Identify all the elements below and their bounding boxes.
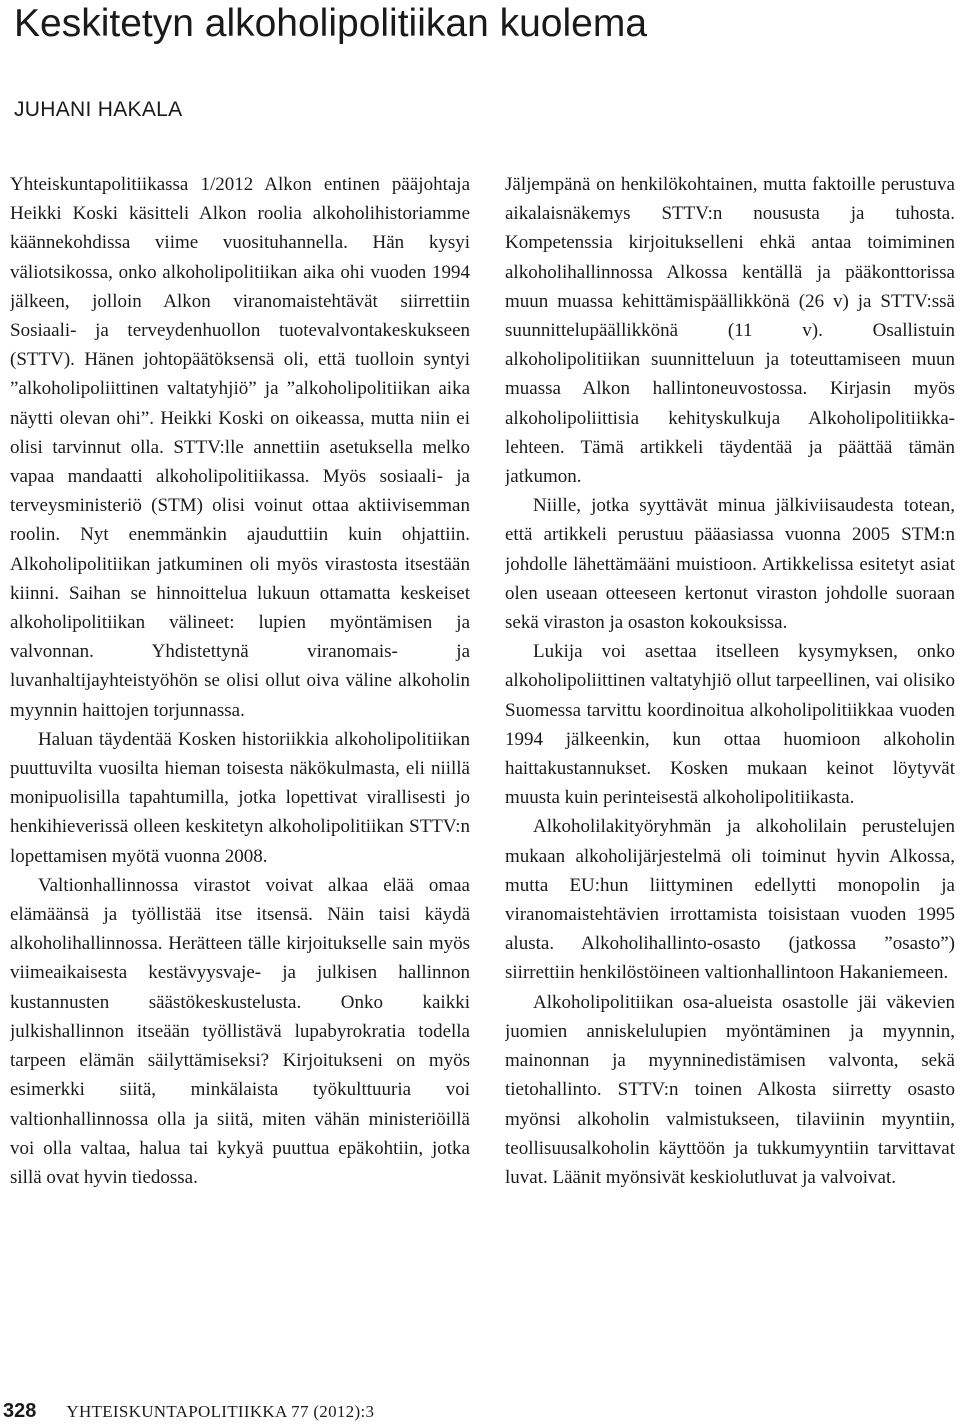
paragraph: Yhteiskuntapolitiikassa 1/2012 Alkon entinen pääjohtaja Heikki Koski käsitteli Alkon roolia alkoholihistoriamme käännekohdissa viime vuosituhannella. Hän kysyi väliotsikossa, onko alkoholipolitiikan aika ohi vuoden 1994 jälkeen, jolloin Alkon viranomaistehtävät siirrettiin Sosiaali- ja terveydenhuollon tuotevalvontakeskukseen (STTV). Hänen johtopäätöksensä oli, että tuolloin syntyi ”alkoholipoliittinen valtatyhjiö” ja ”alkoholipolitiikan aika näytti olevan ohi”. Heikki Koski on oikeassa, mutta niin ei olisi tarvinnut olla. STTV:lle annettiin asetuksella melko vapaa mandaatti alkoholipolitiikassa. Myös sosiaali- ja terveysministeriö (STM) olisi voinut ottaa aktiivisemman roolin. Nyt enemmänkin ajauduttiin kuin ohjattiin. Alkoholipolitiikan jatkuminen oli myös virastosta itsestään kiinni. Saihan se hinnoittelua lukuun ottamatta keskeiset alkoholipolitiikan välineet: lupien myöntämisen ja valvonnan. Yhdistettynä viranomais- ja luvanhaltijayhteistyöhön se olisi ollut oiva väline alkoholin myynnin haittojen torjunnassa. bbox=[10, 174, 470, 721]
paragraph: Alkoholipolitiikan osa-alueista osastolle jäi väkevien juomien anniskelulupien myöntäminen ja myynnin, mainonnan ja myynninedistämisen valvonta, sekä tietohallinto. STTV:n toinen Alkosta siirretty osasto myönsi alkoholin valmistukseen, tilaviinin myyntiin, teollisuusalkoholin käyttöön ja tukkumyyntiin tarvittavat luvat. Läänit myönsivät keskiolutluvat ja valvoivat. bbox=[505, 991, 955, 1188]
paragraph: Lukija voi asettaa itselleen kysymyksen, onko alkoholipoliittinen valtatyhjiö ollut tarpeellinen, vai olisiko Suomessa tarvittu koordinoitua alkoholipolitiikkaa vuoden 1994 jälkeenkin, kun ottaa huomioon alkoholin haittakustannukset. Kosken mukaan keinot löytyvät muusta kuin perinteisestä alkoholipolitiikasta. bbox=[505, 641, 955, 809]
right-column bbox=[505, 170, 955, 1380]
paragraph: Haluan täydentää Kosken historiikkia alkoholipolitiikan puuttuvilta vuosilta hieman toisesta näkökulmasta, eli niillä monipuolisilla tapahtumilla, jotka lopettivat virallisesti jo henkihieverissä olleen keskitetyn alkoholipolitiikan STTV:n lopettamisen myötä vuonna 2008. bbox=[10, 728, 470, 867]
journal-citation: YHTEISKUNTAPOLITIIKKA 77 (2012):3 bbox=[66, 1402, 375, 1421]
article-title: Keskitetyn alkoholipolitiikan kuolema bbox=[14, 2, 648, 45]
author-name: JUHANI HAKALA bbox=[14, 98, 183, 121]
paragraph: Jäljempänä on henkilökohtainen, mutta faktoille perustuva aikalaisnäkemys STTV:n noususta ja tuhosta. Kompetenssia kirjoitukselleni ehkä antaa toimiminen alkoholihallinnossa Alkossa kentällä ja pääkonttorissa muun muassa kehittämispäällikkönä (26 v) ja STTV:ssä suunnittelupäällikkönä (11 v). Osallistuin alkoholipolitiikan suunnitteluun ja toteuttamiseen muun muassa Alkon hallintoneuvostossa. Kirjasin myös alkoholipoliittisia kehityskulkuja Alkoholipolitiikka-lehteen. Tämä artikkeli täydentää ja päättää tämän jatkumon. bbox=[505, 174, 955, 488]
page-number: 328 bbox=[3, 1400, 37, 1422]
left-column bbox=[10, 170, 470, 1380]
page-footer bbox=[3, 1400, 374, 1426]
paragraph: Alkoholilakityöryhmän ja alkoholilain perustelujen mukaan alkoholijärjestelmä oli toiminut hyvin Alkossa, mutta EU:hun liittyminen edellytti monopolin ja viranomaistehtävien irrottamista toisistaan vuoden 1995 alusta. Alkoholihallinto-osasto (jatkossa ”osasto”) siirrettiin henkilöstöineen valtionhallintoon Hakaniemeen. bbox=[505, 816, 955, 984]
paragraph: Niille, jotka syyttävät minua jälkiviisaudesta totean, että artikkeli perustuu pääasiassa vuonna 2005 STM:n johdolle lähettämääni muistioon. Artikkelissa esitetyt asiat olen useaan otteeseen kertonut viraston johdolle suoraan sekä viraston ja osaston kokouksissa. bbox=[505, 495, 955, 634]
paragraph: Valtionhallinnossa virastot voivat alkaa elää omaa elämäänsä ja työllistää itse itsensä. Näin taisi käydä alkoholihallinnossa. Herätteen tälle kirjoitukselle sain myös viimeaikaisesta kestävyysvaje- ja julkisen hallinnon kustannusten säästökeskustelusta. Onko kaikki julkishallinnon itseään työllistävä lupabyrokratia todella tarpeen elämän säilyttämiseksi? Kirjoitukseni on myös esimerkki siitä, minkälaista työkulttuuria voi valtionhallinnossa olla ja siitä, miten vähän ministeriöillä voi olla valtaa, halua tai kykyä puuttua epäkohtiin, jotka sillä ovat hyvin tiedossa. bbox=[10, 874, 470, 1188]
